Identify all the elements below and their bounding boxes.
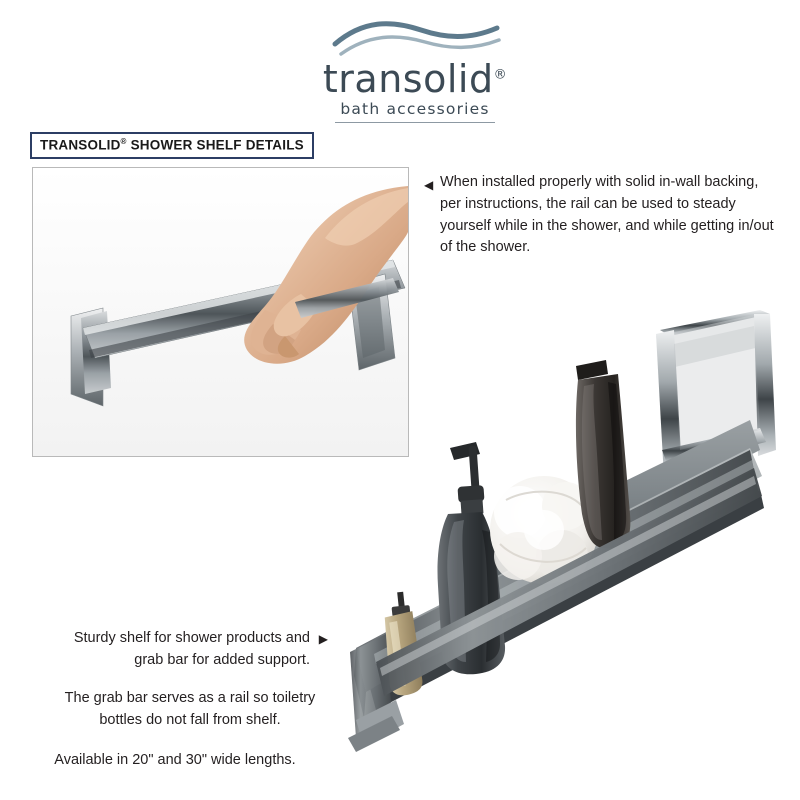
section-title-suffix: SHOWER SHELF DETAILS bbox=[126, 137, 304, 153]
section-title-registered-mark: ® bbox=[120, 137, 127, 146]
logo-registered-mark: ® bbox=[493, 67, 508, 83]
section-title bbox=[30, 132, 314, 159]
callout-right-arrow-icon: ▶ bbox=[318, 632, 328, 646]
caption-sturdy-shelf-text: Sturdy shelf for shower products and grab bar for added support. bbox=[73, 630, 310, 668]
logo-wordmark bbox=[322, 57, 508, 101]
logo-tagline: bath accessories bbox=[340, 100, 490, 118]
section-title-prefix: TRANSOLID bbox=[40, 137, 121, 153]
callout-installation-text: When installed properly with solid in-wall backing, per instructions, the rail can be used to steady yourself while in the shower, and while getting in/out of the shower. bbox=[440, 174, 774, 256]
caption-grab-bar-rail: The grab bar serves as a rail so toiletry bottles do not fall from shelf. bbox=[64, 690, 316, 728]
shower-shelf-product-photo bbox=[330, 300, 800, 780]
caption-available-lengths: Available in 20" and 30" wide lengths. bbox=[54, 752, 296, 768]
logo-brand-text: transolid bbox=[322, 57, 494, 101]
wave-swoosh-icon bbox=[325, 18, 505, 58]
shower-shelf-illustration bbox=[330, 300, 800, 780]
callout-installation bbox=[424, 172, 782, 259]
brand-logo bbox=[300, 18, 530, 123]
logo-underline bbox=[335, 122, 495, 123]
callout-left-arrow-icon: ◀ bbox=[424, 178, 434, 192]
caption-sturdy-shelf bbox=[60, 628, 328, 672]
